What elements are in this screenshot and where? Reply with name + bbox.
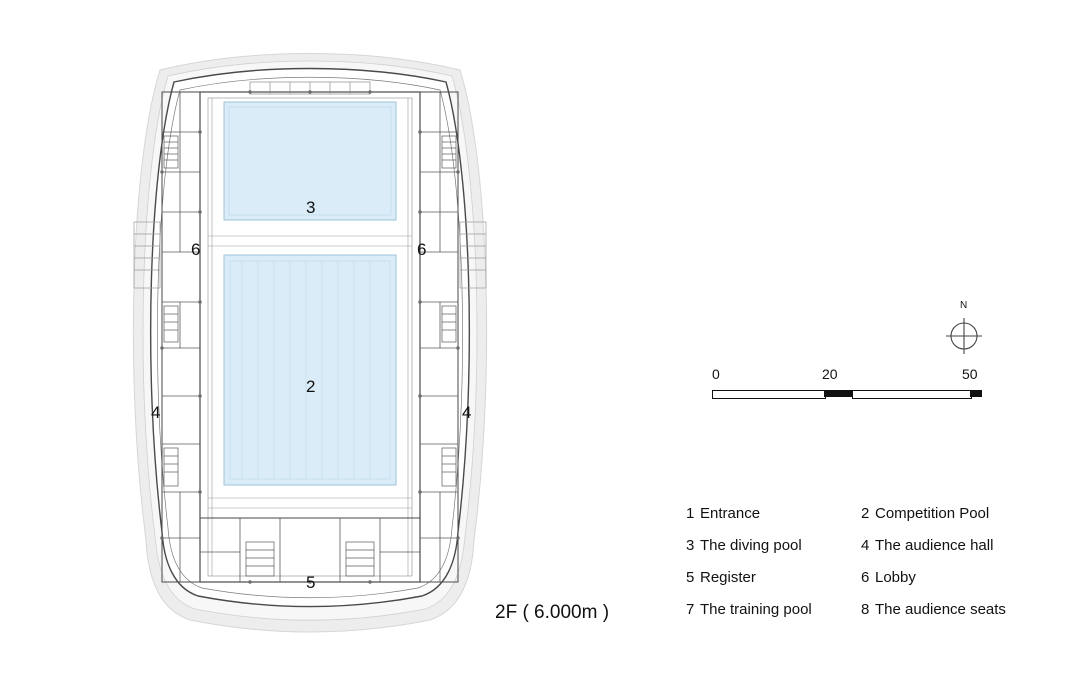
- competition-pool: [224, 255, 396, 485]
- legend: [686, 505, 1056, 618]
- legend-key-2: 2: [861, 505, 870, 522]
- legend-label-1: Entrance: [700, 505, 761, 522]
- room-number-4-right: 4: [462, 403, 472, 422]
- legend-item-6: [861, 569, 1056, 586]
- legend-label-3: The diving pool: [700, 537, 802, 554]
- room-number-6-right: 6: [417, 240, 427, 259]
- legend-label-5: Register: [700, 569, 756, 586]
- north-label: N: [960, 300, 968, 311]
- legend-key-6: 6: [861, 569, 870, 586]
- legend-label-4: The audience hall: [875, 537, 994, 554]
- legend-item-7: [686, 601, 861, 618]
- legend-item-1: [686, 505, 861, 522]
- room-number-4-left: 4: [151, 403, 161, 422]
- room-number-2: 2: [306, 377, 316, 396]
- floor-plan-svg: [100, 40, 520, 650]
- north-arrow-icon: [938, 300, 998, 362]
- room-number-5: 5: [306, 573, 316, 592]
- legend-item-3: [686, 537, 861, 554]
- legend-key-3: 3: [686, 537, 695, 554]
- scale-bar: [712, 366, 982, 402]
- legend-key-1: 1: [686, 505, 695, 522]
- scale-segment-dark-2: [970, 390, 982, 397]
- floor-level-caption: 2F ( 6.000m ): [495, 602, 610, 623]
- legend-label-8: The audience seats: [875, 601, 1006, 618]
- legend-key-7: 7: [686, 601, 695, 618]
- legend-label-2: Competition Pool: [875, 505, 990, 522]
- room-number-3: 3: [306, 198, 316, 217]
- room-number-6-left: 6: [191, 240, 201, 259]
- scale-tick-50: 50: [962, 366, 978, 382]
- legend-key-4: 4: [861, 537, 870, 554]
- legend-item-5: [686, 569, 861, 586]
- scale-segment-light: [712, 390, 826, 399]
- scale-tick-0: 0: [712, 366, 720, 382]
- scale-tick-20: 20: [822, 366, 838, 382]
- scale-segment-light-2: [852, 390, 972, 399]
- legend-key-5: 5: [686, 569, 695, 586]
- legend-label-7: The training pool: [700, 601, 812, 618]
- floor-plan-drawing: [100, 40, 520, 650]
- legend-item-2: [861, 505, 1056, 522]
- legend-item-4: [861, 537, 1056, 554]
- north-arrow: [938, 300, 998, 362]
- legend-label-6: Lobby: [875, 569, 916, 586]
- scale-segment-dark: [824, 390, 852, 397]
- legend-key-8: 8: [861, 601, 870, 618]
- legend-item-8: [861, 601, 1056, 618]
